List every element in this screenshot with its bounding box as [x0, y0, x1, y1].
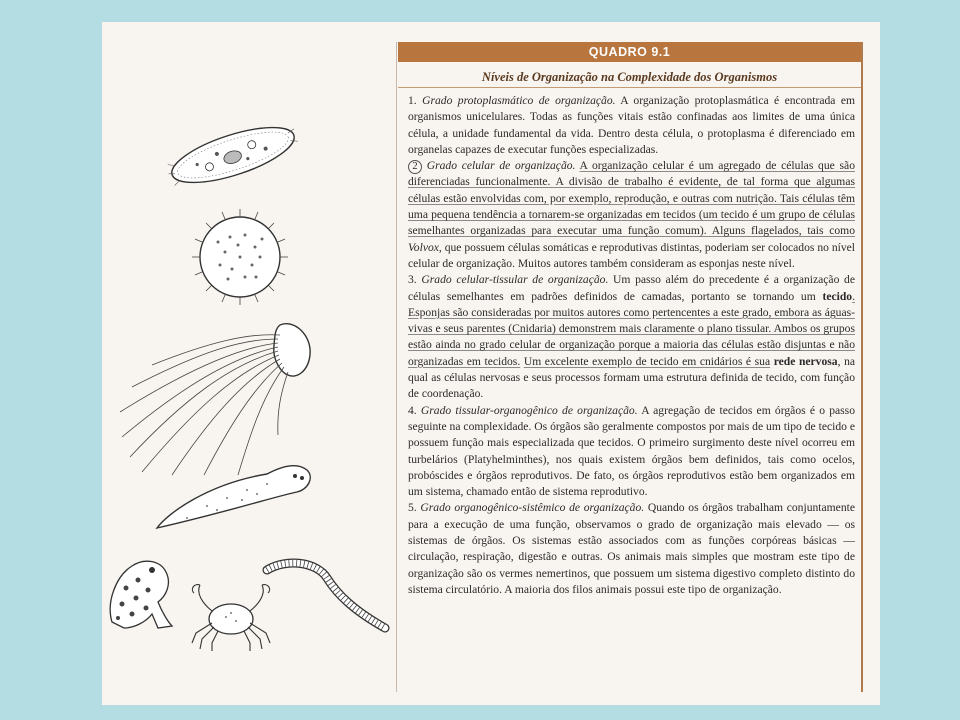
frog-illustration	[102, 552, 177, 632]
item-text: Quando os órgãos trabalham conjuntamente para a execução de uma função, observamos o grado de organização mais elevado — os sistemas de órgãos. Os sistemas estão associados com as funções corpóreas básicas — circulação, respiração, digestão e outras. Os animais mais simples que mostram este tipo de organização são os vermes nemertinos, que possuem um sistema digestivo completo distinto do sistema circulatório. A maioria dos filos animais possui este tipo de organização.	[408, 501, 855, 596]
volvox-term: Volvox	[408, 240, 439, 254]
rede-nervosa-term: rede nervosa	[773, 354, 838, 368]
grade-title: Grado celular-tissular de organização.	[421, 273, 609, 287]
grade-title: Grado protoplasmático de organização.	[422, 94, 616, 107]
quadro-title: Níveis de Organização na Complexidade dos Organismos	[398, 67, 861, 88]
item-text-cont-3: , na qual as células nervosas e seus processos formam uma estrutura definida de tecido, com função de coordenação.	[408, 354, 856, 401]
list-item	[408, 272, 855, 402]
item-number: 5.	[408, 501, 417, 515]
item-number: 1.	[408, 94, 417, 107]
tecido-term: tecido	[822, 289, 853, 303]
item-number: 4.	[408, 403, 417, 417]
levels-list	[398, 93, 861, 598]
illustration-column	[102, 22, 398, 705]
list-item	[408, 500, 855, 598]
earthworm-illustration	[257, 554, 392, 639]
paramecium-illustration	[162, 117, 304, 193]
item-text: A agregação de tecidos em órgãos é o passo seguinte na complexidade. Os órgãos são geralmente compostos por mais de um tipo de tecido e possuem função mais especializada que tecidos. O primeiro surgimento deste nível ocorreu em turbelários (Platyhelminthes), nos quais existem órgãos bem definidos, tais como ocelos, probóscides e órgãos reprodutivos. De fato, os órgãos reprodutivos estão bem organizados em um sistema, chamado então de sistema reprodutivo.	[408, 403, 855, 499]
column-divider	[396, 42, 397, 692]
jellyfish-illustration	[112, 317, 317, 477]
quadro-label: QUADRO 9.1	[398, 42, 861, 62]
book-page	[102, 22, 880, 705]
item-text-cont-2: Um excelente exemplo de tecido em cnidários é sua	[523, 354, 771, 368]
item-number-circled: 2	[408, 160, 422, 174]
item-text-cont: , que possuem células somáticas e reprodutivas distintas, poderiam ser colocados no nível celular de organização. Muitos autores também consideram as esponjas neste nível.	[408, 240, 855, 270]
list-item	[408, 403, 855, 501]
quadro-box	[398, 42, 863, 692]
item-number: 3.	[408, 273, 417, 287]
flatworm-illustration	[147, 454, 317, 534]
item-text: A organização celular é um agregado de células que são diferenciadas funcionalmente. A divisão de trabalho é evidente, de tal forma que algumas células estão envolvidas com, por exemplo, reprodução, e outras com nutrição. Tais células têm uma pequena tendência a tornarem-se organizadas em tecidos (um tecido é um grupo de células semelhantes organizadas para executar uma função comum). Alguns flagelados, tais como	[408, 159, 855, 238]
item-text: A organização protoplasmática é encontrada em organismos unicelulares. Todas as funções vitais estão confinadas aos limites de uma única célula, a unidade fundamental da vida. Dentro desta célula, o protoplasma é diferenciado em organelas capazes de executar funções especializadas.	[408, 94, 855, 156]
list-item	[408, 93, 855, 158]
grade-title: Grado tissular-organogênico de organização.	[420, 403, 638, 417]
item-text-cont: . Esponjas são consideradas por muitos autores como pertencentes a este grado, embora as águas-vivas e seus parentes (Cnidaria) demonstrem mais claramente o plano tissular. Ambos os grupos estão ainda no grado celular de organização porque a maioria das células estão disjuntas e não organizadas em tecidos.	[408, 289, 855, 368]
grade-title: Grado organogênico-sistêmico de organização.	[420, 501, 645, 515]
item-text: Um passo além do precedente é a organização de células semelhantes em padrões definidos de camadas, portanto se tornando um	[408, 273, 855, 303]
grade-title: Grado celular de organização.	[426, 159, 576, 173]
list-item	[408, 158, 855, 272]
volvox-illustration	[190, 207, 290, 307]
